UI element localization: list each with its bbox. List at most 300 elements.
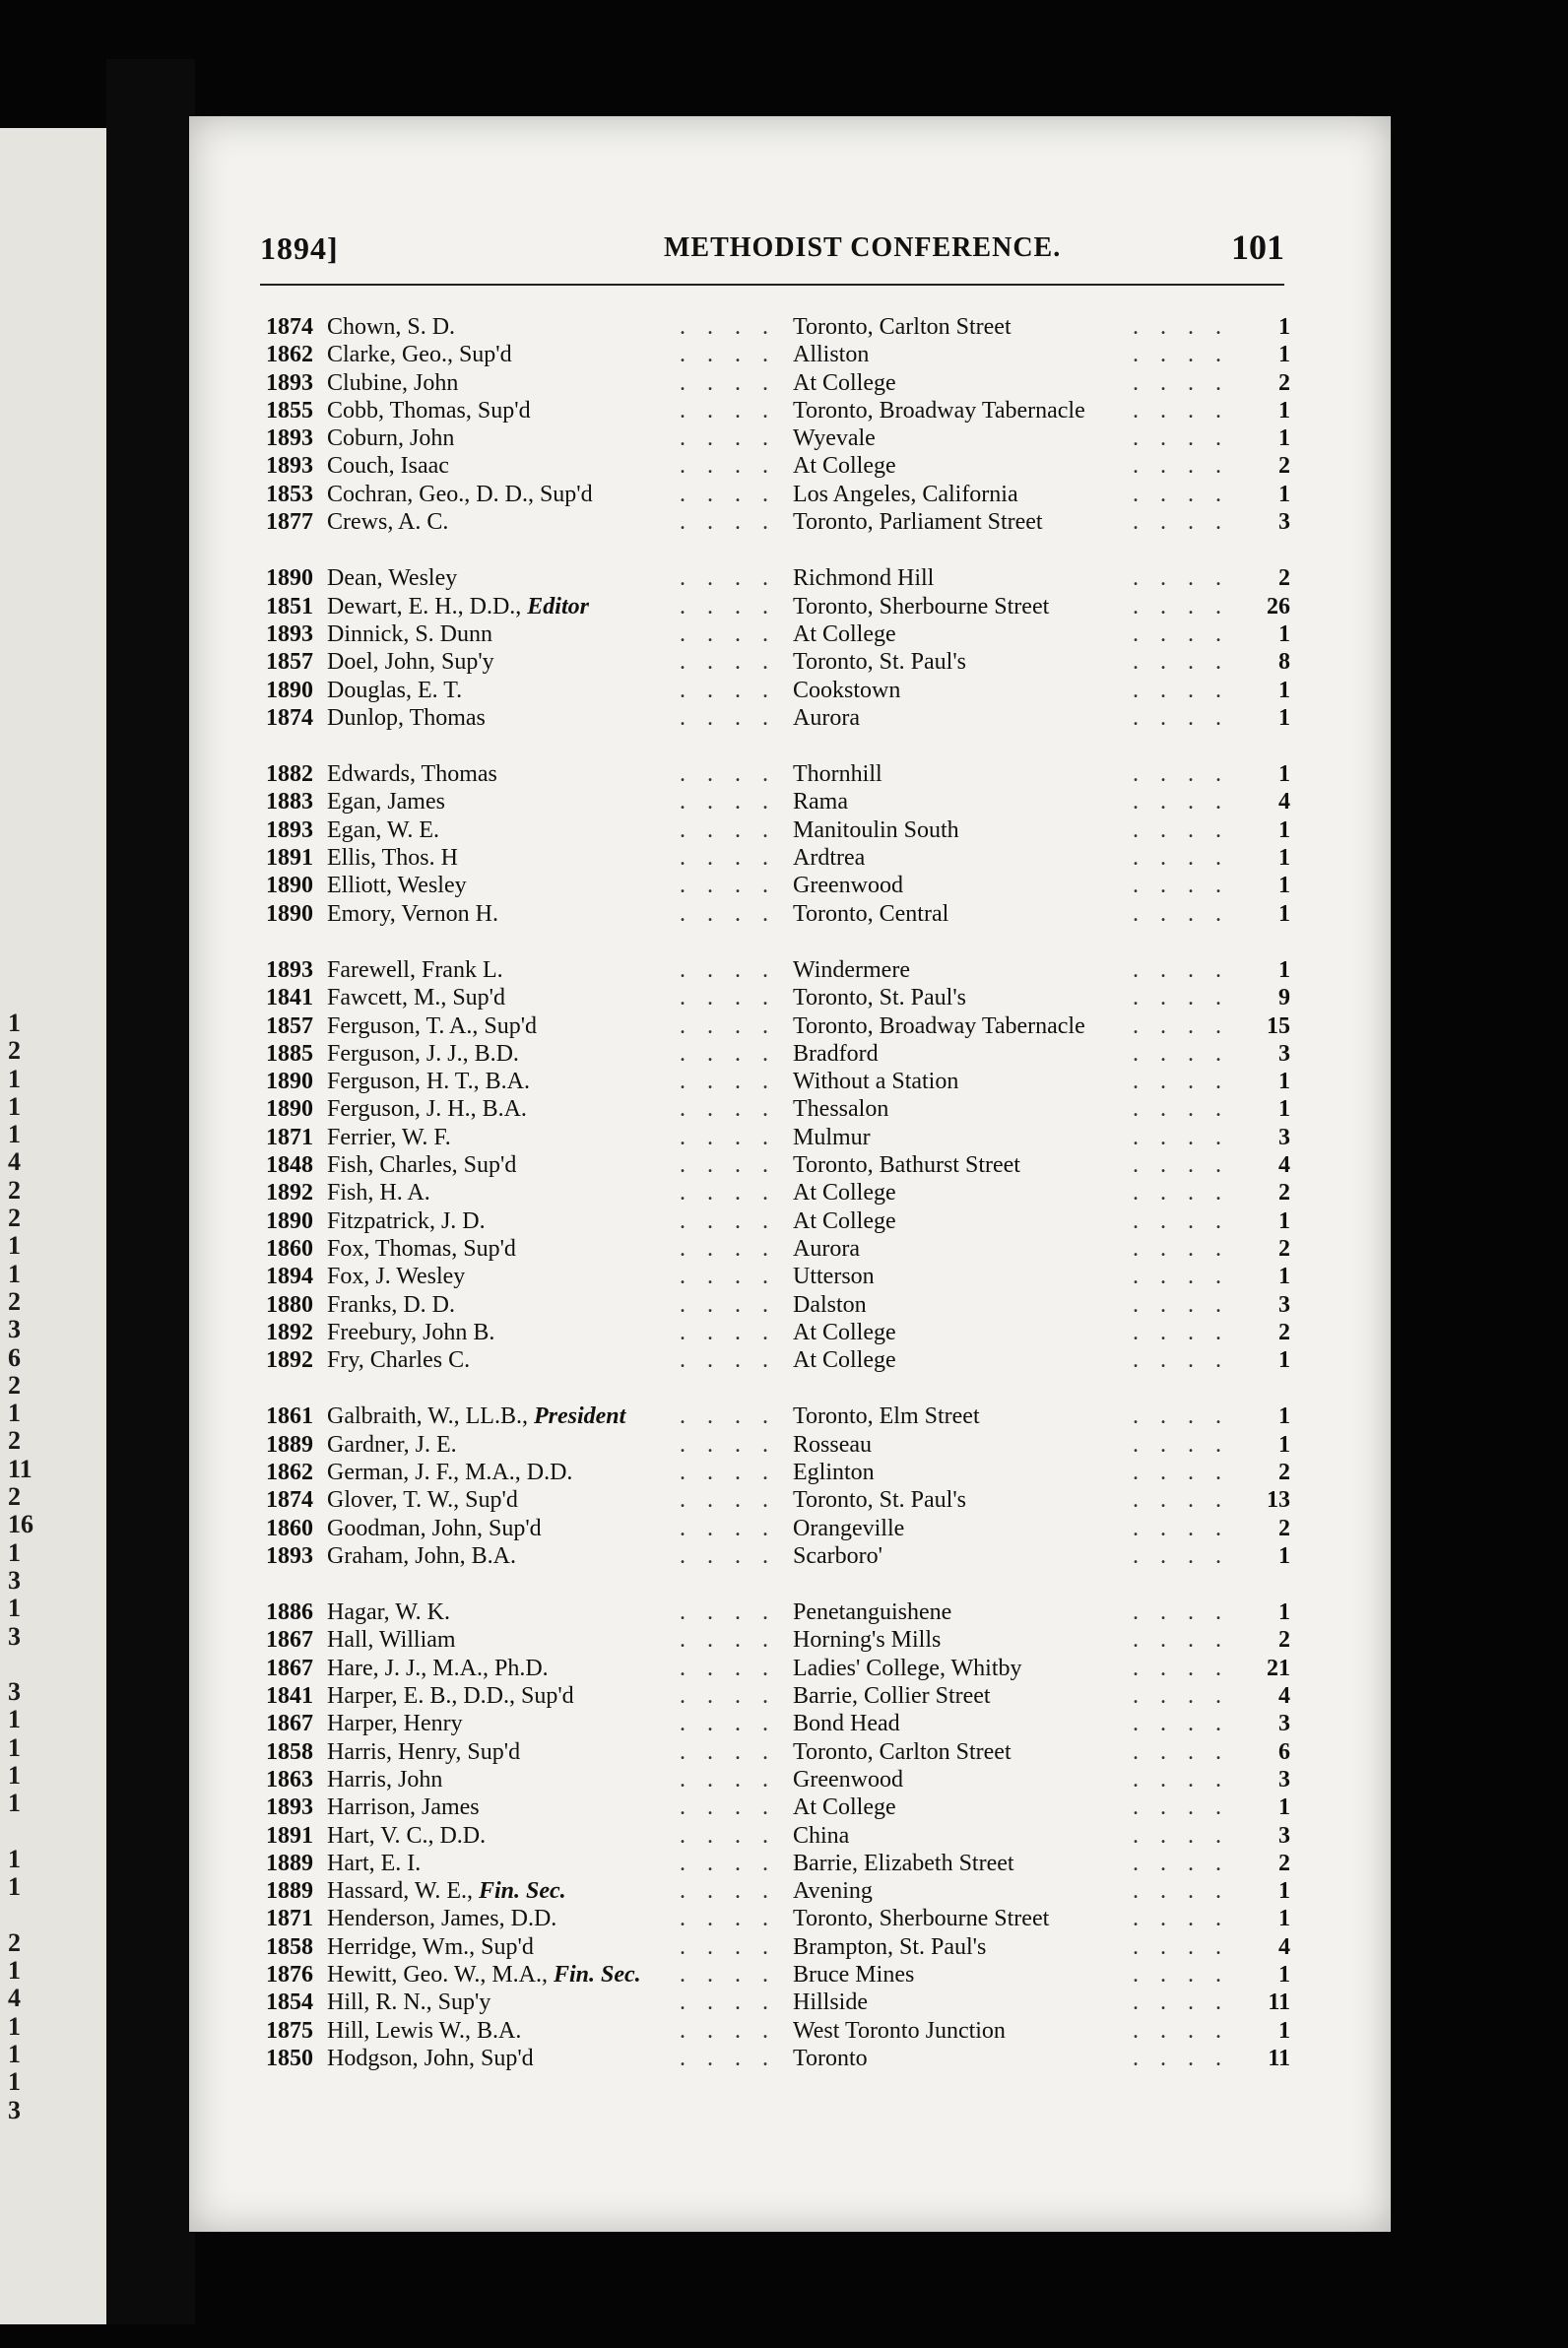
dot-leader: . . . . (1133, 1403, 1229, 1430)
entry-year: 1892 (266, 1180, 313, 1207)
entry-count: 11 (1268, 2045, 1290, 2071)
entry-year: 1841 (266, 1683, 313, 1710)
previous-page-count: 2 (8, 1036, 21, 1066)
previous-page-count: 1 (8, 1844, 21, 1873)
entry-count: 13 (1267, 1487, 1290, 1514)
dot-leader: . . . . (680, 1683, 776, 1710)
entry-name (327, 2045, 534, 2072)
dot-leader: . . . . (680, 1403, 776, 1430)
dot-leader: . . . . (680, 1319, 776, 1345)
dot-leader: . . . . (1133, 677, 1229, 703)
entry-count: 1 (1278, 1431, 1290, 1458)
entry-station: Richmond Hill (793, 565, 935, 592)
listing-row (266, 1850, 1290, 1877)
entry-name (327, 956, 503, 984)
listing-row (266, 760, 1290, 788)
entry-count: 2 (1278, 1319, 1290, 1345)
dot-leader: . . . . (680, 593, 776, 620)
dot-leader: . . . . (1133, 1235, 1229, 1262)
entry-name (327, 1682, 574, 1710)
dot-leader: . . . . (680, 1124, 776, 1150)
dot-leader: . . . . (1133, 1096, 1229, 1123)
entry-station: Bradford (793, 1040, 879, 1067)
dot-leader: . . . . (1133, 593, 1229, 620)
listing-row (266, 313, 1290, 341)
dot-leader: . . . . (680, 565, 776, 592)
entry-name (327, 1235, 516, 1263)
listing-row (266, 481, 1290, 508)
dot-leader: . . . . (1133, 1542, 1229, 1569)
dot-leader: . . . . (1133, 1906, 1229, 1932)
entry-station: West Toronto Junction (793, 2017, 1006, 2044)
dot-leader: . . . . (680, 1711, 776, 1737)
listing-row (266, 1431, 1290, 1459)
dot-leader: . . . . (1133, 761, 1229, 788)
entry-office-title: Editor (527, 593, 589, 620)
listing-row (266, 1402, 1290, 1430)
entry-name-text: Ferrier, W. F. (327, 1124, 451, 1150)
previous-page-count: 4 (8, 1984, 21, 2013)
previous-page-count: 2 (8, 1204, 21, 1233)
entry-name-text: Cobb, Thomas, Sup'd (327, 397, 531, 424)
entry-name-text: Crews, A. C. (327, 509, 449, 536)
previous-page-count: 2 (8, 1482, 21, 1512)
listing-row (266, 788, 1290, 815)
dot-leader: . . . . (1133, 1124, 1229, 1150)
entry-name (327, 1877, 566, 1905)
entry-year: 1841 (266, 985, 313, 1011)
entry-name-text: Freebury, John B. (327, 1319, 495, 1345)
previous-page-count: 1 (8, 1761, 21, 1791)
dot-leader: . . . . (680, 453, 776, 480)
entry-name (327, 1459, 572, 1486)
listing-row (266, 1738, 1290, 1766)
previous-page-count: 4 (8, 1147, 21, 1177)
dot-leader: . . . . (680, 1012, 776, 1039)
entry-year: 1867 (266, 1711, 313, 1737)
entry-year: 1862 (266, 1459, 313, 1485)
entry-office-title: Fin. Sec. (554, 1962, 641, 1989)
entry-year: 1893 (266, 1542, 313, 1569)
entry-year: 1885 (266, 1040, 313, 1067)
entry-year: 1857 (266, 1012, 313, 1039)
entry-year: 1893 (266, 956, 313, 983)
entry-year: 1890 (266, 1207, 313, 1234)
previous-page-count: 3 (8, 1565, 21, 1595)
entry-name-text: Hodgson, John, Sup'd (327, 2045, 534, 2071)
listing-row (266, 1961, 1290, 1989)
entry-name-text: Herridge, Wm., Sup'd (327, 1933, 534, 1960)
entry-count: 1 (1278, 900, 1290, 927)
entry-year: 1886 (266, 1599, 313, 1626)
previous-page-count: 2 (8, 1175, 21, 1205)
entry-year: 1851 (266, 593, 313, 620)
entry-count: 4 (1278, 789, 1290, 815)
entry-name-text: Dewart, E. H., D.D., (327, 593, 522, 620)
dot-leader: . . . . (680, 1906, 776, 1932)
listing-row (266, 1766, 1290, 1794)
listing-row (266, 1515, 1290, 1542)
entry-station: At College (793, 620, 896, 647)
listing-row (266, 1598, 1290, 1626)
entry-name-text: Harper, E. B., D.D., Sup'd (327, 1683, 574, 1710)
dot-leader: . . . . (680, 1794, 776, 1821)
dot-leader: . . . . (680, 1962, 776, 1989)
dot-leader: . . . . (1133, 1933, 1229, 1960)
entry-name (327, 508, 448, 536)
entry-name-text: Ferguson, H. T., B.A. (327, 1069, 531, 1095)
entry-count: 9 (1278, 985, 1290, 1011)
entry-station: Toronto, Bathurst Street (793, 1152, 1020, 1179)
dot-leader: . . . . (680, 704, 776, 731)
dot-leader: . . . . (1133, 1794, 1229, 1821)
entry-name-text: Fish, Charles, Sup'd (327, 1152, 517, 1179)
entry-count: 1 (1278, 1264, 1290, 1290)
dot-leader: . . . . (680, 1766, 776, 1793)
previous-page-count: 11 (8, 1454, 33, 1483)
entry-year: 1889 (266, 1878, 313, 1905)
entry-count: 1 (1278, 481, 1290, 507)
entry-name (327, 1291, 455, 1319)
entry-station: Aurora (793, 1235, 860, 1262)
dot-leader: . . . . (1133, 425, 1229, 452)
dot-leader: . . . . (1133, 1319, 1229, 1345)
dot-leader: . . . . (1133, 1515, 1229, 1541)
entry-name (327, 1040, 519, 1068)
previous-page-count: 1 (8, 1009, 21, 1037)
entry-name (327, 397, 531, 424)
entry-name-text: Henderson, James, D.D. (327, 1906, 557, 1932)
entry-name (327, 564, 457, 592)
minister-station-listing (266, 313, 1290, 2101)
previous-page-count: 3 (8, 1315, 21, 1344)
entry-name (327, 1933, 534, 1961)
entry-year: 1890 (266, 1096, 313, 1123)
entry-count: 1 (1278, 845, 1290, 872)
entry-station: Barrie, Elizabeth Street (793, 1850, 1014, 1876)
listing-row (266, 1263, 1290, 1290)
entry-count: 3 (1278, 509, 1290, 536)
entry-name-text: Hagar, W. K. (327, 1599, 451, 1626)
previous-page-count: 1 (8, 1705, 21, 1734)
dot-leader: . . . . (1133, 1040, 1229, 1067)
entry-name (327, 1319, 494, 1346)
entry-name (327, 1989, 490, 2016)
entry-year: 1850 (266, 2045, 313, 2071)
entry-station: Penetanguishene (793, 1599, 952, 1626)
running-head-title: METHODIST CONFERENCE. (664, 232, 1062, 263)
listing-row (266, 704, 1290, 732)
entry-count: 2 (1278, 1235, 1290, 1262)
entry-count: 4 (1278, 1683, 1290, 1710)
listing-row (266, 1933, 1290, 1961)
entry-year: 1890 (266, 677, 313, 703)
entry-count: 1 (1278, 620, 1290, 647)
entry-name (327, 760, 497, 788)
previous-page-count: 1 (8, 1399, 21, 1428)
entry-name-text: Dinnick, S. Dunn (327, 620, 492, 647)
entry-count: 1 (1278, 397, 1290, 424)
entry-year: 1858 (266, 1933, 313, 1960)
entry-name (327, 677, 462, 704)
entry-name-text: Fitzpatrick, J. D. (327, 1207, 486, 1234)
entry-name-text: Emory, Vernon H. (327, 900, 498, 927)
entry-count: 1 (1278, 1962, 1290, 1989)
entry-count: 26 (1267, 593, 1290, 620)
entry-name-text: Hart, E. I. (327, 1850, 422, 1876)
entry-year: 1890 (266, 565, 313, 592)
entry-name-text: Harrison, James (327, 1794, 480, 1821)
listing-row (266, 452, 1290, 480)
entry-name (327, 313, 455, 341)
entry-name-text: Harris, John (327, 1766, 443, 1793)
listing-row (266, 844, 1290, 872)
entry-name (327, 1542, 516, 1570)
entry-year: 1890 (266, 1069, 313, 1095)
entry-name-text: Clarke, Geo., Sup'd (327, 342, 512, 368)
entry-name-text: Doel, John, Sup'y (327, 649, 494, 676)
entry-year: 1893 (266, 425, 313, 452)
listing-group (266, 1402, 1290, 1570)
previous-page-count: 1 (8, 2011, 21, 2041)
previous-page-count-column (8, 1010, 67, 2124)
entry-count: 1 (1278, 1207, 1290, 1234)
entry-name-text: Fish, H. A. (327, 1180, 430, 1207)
entry-station: Toronto, Central (793, 900, 949, 927)
listing-row (266, 1179, 1290, 1207)
entry-station: Thessalon (793, 1096, 889, 1123)
dot-leader: . . . . (680, 1152, 776, 1179)
dot-leader: . . . . (680, 481, 776, 507)
dot-leader: . . . . (1133, 342, 1229, 368)
entry-station: Toronto (793, 2045, 868, 2071)
entry-year: 1874 (266, 314, 313, 340)
listing-row (266, 2017, 1290, 2045)
listing-row (266, 341, 1290, 368)
entry-count: 2 (1278, 1459, 1290, 1485)
entry-name-text: Hassard, W. E., (327, 1878, 473, 1905)
entry-name (327, 1850, 421, 1877)
book-gutter (106, 59, 195, 2324)
entry-name-text: Ferguson, J. J., B.D. (327, 1040, 519, 1067)
listing-row (266, 2045, 1290, 2072)
entry-station: At College (793, 1319, 896, 1345)
entry-year: 1889 (266, 1850, 313, 1876)
previous-page-count: 3 (8, 1621, 21, 1651)
previous-page-count: 1 (8, 1091, 21, 1121)
dot-leader: . . . . (680, 397, 776, 424)
dot-leader: . . . . (680, 425, 776, 452)
listing-row (266, 900, 1290, 928)
entry-count: 2 (1278, 369, 1290, 396)
entry-year: 1862 (266, 342, 313, 368)
dot-leader: . . . . (1133, 2045, 1229, 2071)
dot-leader: . . . . (1133, 1180, 1229, 1207)
entry-station: Toronto, St. Paul's (793, 649, 966, 676)
entry-count: 1 (1278, 342, 1290, 368)
dot-leader: . . . . (680, 1096, 776, 1123)
entry-name-text: Chown, S. D. (327, 314, 456, 340)
previous-page-count: 16 (8, 1510, 33, 1539)
entry-year: 1893 (266, 1794, 313, 1821)
entry-name-text: Dean, Wesley (327, 565, 458, 592)
entry-name-text: Hill, R. N., Sup'y (327, 1989, 491, 2016)
entry-count: 3 (1278, 1124, 1290, 1150)
entry-station: Toronto, St. Paul's (793, 1487, 966, 1514)
entry-station: Toronto, St. Paul's (793, 985, 966, 1011)
entry-count: 1 (1278, 1347, 1290, 1374)
previous-page-count: 1 (8, 1789, 21, 1818)
previous-page-count (8, 1818, 67, 1846)
dot-leader: . . . . (1133, 1989, 1229, 2016)
dot-leader: . . . . (680, 873, 776, 899)
entry-name (327, 1151, 516, 1179)
dot-leader: . . . . (1133, 649, 1229, 676)
entry-count: 3 (1278, 1040, 1290, 1067)
entry-name (327, 1738, 520, 1766)
entry-name-text: Gardner, J. E. (327, 1431, 457, 1458)
listing-group (266, 313, 1290, 536)
entry-year: 1874 (266, 704, 313, 731)
dot-leader: . . . . (680, 1459, 776, 1485)
entry-name-text: Galbraith, W., LL.B., (327, 1403, 528, 1430)
entry-year: 1877 (266, 509, 313, 536)
entry-name (327, 900, 498, 928)
entry-name-text: Fox, J. Wesley (327, 1264, 466, 1290)
previous-page-count: 1 (8, 1064, 21, 1093)
dot-leader: . . . . (1133, 565, 1229, 592)
dot-leader: . . . . (680, 1515, 776, 1541)
dot-leader: . . . . (680, 1738, 776, 1765)
entry-station: Alliston (793, 342, 870, 368)
previous-page-count: 1 (8, 1120, 21, 1149)
entry-station: Horning's Mills (793, 1627, 942, 1654)
entry-station: Barrie, Collier Street (793, 1683, 991, 1710)
entry-station: Greenwood (793, 873, 903, 899)
entry-station: Greenwood (793, 1766, 903, 1793)
entry-count: 15 (1267, 1012, 1290, 1039)
entry-name-text: Fawcett, M., Sup'd (327, 985, 505, 1011)
previous-page-count: 1 (8, 2039, 21, 2068)
dot-leader: . . . . (1133, 816, 1229, 843)
dot-leader: . . . . (1133, 1291, 1229, 1318)
previous-page-count: 2 (8, 1927, 21, 1957)
entry-name (327, 1710, 463, 1737)
listing-row (266, 1626, 1290, 1654)
entry-count: 1 (1278, 1096, 1290, 1123)
entry-year: 1848 (266, 1152, 313, 1179)
entry-count: 3 (1278, 1766, 1290, 1793)
entry-station: Ardtrea (793, 845, 866, 872)
dot-leader: . . . . (1133, 369, 1229, 396)
listing-group (266, 956, 1290, 1374)
entry-name-text: Harper, Henry (327, 1711, 463, 1737)
entry-name (327, 593, 589, 620)
listing-row (266, 369, 1290, 397)
dot-leader: . . . . (680, 1347, 776, 1374)
entry-year: 1883 (266, 789, 313, 815)
entry-count: 2 (1278, 1515, 1290, 1541)
entry-name-text: Goodman, John, Sup'd (327, 1515, 542, 1541)
dot-leader: . . . . (1133, 1962, 1229, 1989)
entry-name-text: Cochran, Geo., D. D., Sup'd (327, 481, 593, 507)
dot-leader: . . . . (680, 369, 776, 396)
dot-leader: . . . . (680, 1878, 776, 1905)
entry-name-text: Egan, W. E. (327, 816, 439, 843)
listing-row (266, 1012, 1290, 1040)
entry-station: At College (793, 1207, 896, 1234)
entry-count: 2 (1278, 453, 1290, 480)
entry-name-text: Dunlop, Thomas (327, 704, 486, 731)
entry-count: 3 (1278, 1711, 1290, 1737)
listing-row (266, 1459, 1290, 1486)
previous-page-count (8, 1902, 67, 1929)
entry-count: 1 (1278, 1403, 1290, 1430)
entry-year: 1867 (266, 1627, 313, 1654)
entry-station: Brampton, St. Paul's (793, 1933, 987, 1960)
dot-leader: . . . . (1133, 1487, 1229, 1514)
dot-leader: . . . . (1133, 1822, 1229, 1849)
listing-group (266, 1598, 1290, 2072)
dot-leader: . . . . (1133, 1599, 1229, 1626)
entry-name-text: Fry, Charles C. (327, 1347, 471, 1374)
entry-station: At College (793, 1794, 896, 1821)
dot-leader: . . . . (680, 1207, 776, 1234)
listing-row (266, 1794, 1290, 1821)
dot-leader: . . . . (1133, 1711, 1229, 1737)
entry-station: Orangeville (793, 1515, 905, 1541)
listing-group (266, 564, 1290, 732)
entry-count: 1 (1278, 761, 1290, 788)
entry-name (327, 1515, 542, 1542)
entry-year: 1858 (266, 1738, 313, 1765)
entry-station: Avening (793, 1878, 873, 1905)
entry-name-text: Clubine, John (327, 369, 459, 396)
entry-count: 4 (1278, 1152, 1290, 1179)
entry-name-text: Egan, James (327, 789, 445, 815)
previous-page-count: 1 (8, 1537, 21, 1567)
listing-row (266, 1346, 1290, 1374)
entry-year: 1871 (266, 1906, 313, 1932)
entry-name-text: Harris, Henry, Sup'd (327, 1738, 521, 1765)
entry-count: 3 (1278, 1822, 1290, 1849)
dot-leader: . . . . (1133, 314, 1229, 340)
dot-leader: . . . . (1133, 1850, 1229, 1876)
entry-station: At College (793, 453, 896, 480)
entry-name (327, 452, 449, 480)
entry-name-text: Glover, T. W., Sup'd (327, 1487, 518, 1514)
previous-page-count: 6 (8, 1342, 21, 1372)
previous-page-count: 1 (8, 2067, 21, 2097)
entry-count: 8 (1278, 649, 1290, 676)
dot-leader: . . . . (1133, 1738, 1229, 1765)
entry-year: 1853 (266, 481, 313, 507)
entry-count: 4 (1278, 1933, 1290, 1960)
dot-leader: . . . . (680, 1487, 776, 1514)
entry-station: Toronto, Sherbourne Street (793, 593, 1050, 620)
dot-leader: . . . . (1133, 985, 1229, 1011)
entry-name-text: Hill, Lewis W., B.A. (327, 2017, 522, 2044)
entry-name (327, 1598, 450, 1626)
entry-station: Toronto, Broadway Tabernacle (793, 397, 1085, 424)
previous-page-count: 1 (8, 1231, 21, 1261)
entry-name (327, 1766, 442, 1794)
entry-name-text: Edwards, Thomas (327, 761, 497, 788)
entry-name (327, 648, 494, 676)
running-head (260, 219, 1284, 270)
listing-row (266, 872, 1290, 899)
listing-row (266, 424, 1290, 452)
